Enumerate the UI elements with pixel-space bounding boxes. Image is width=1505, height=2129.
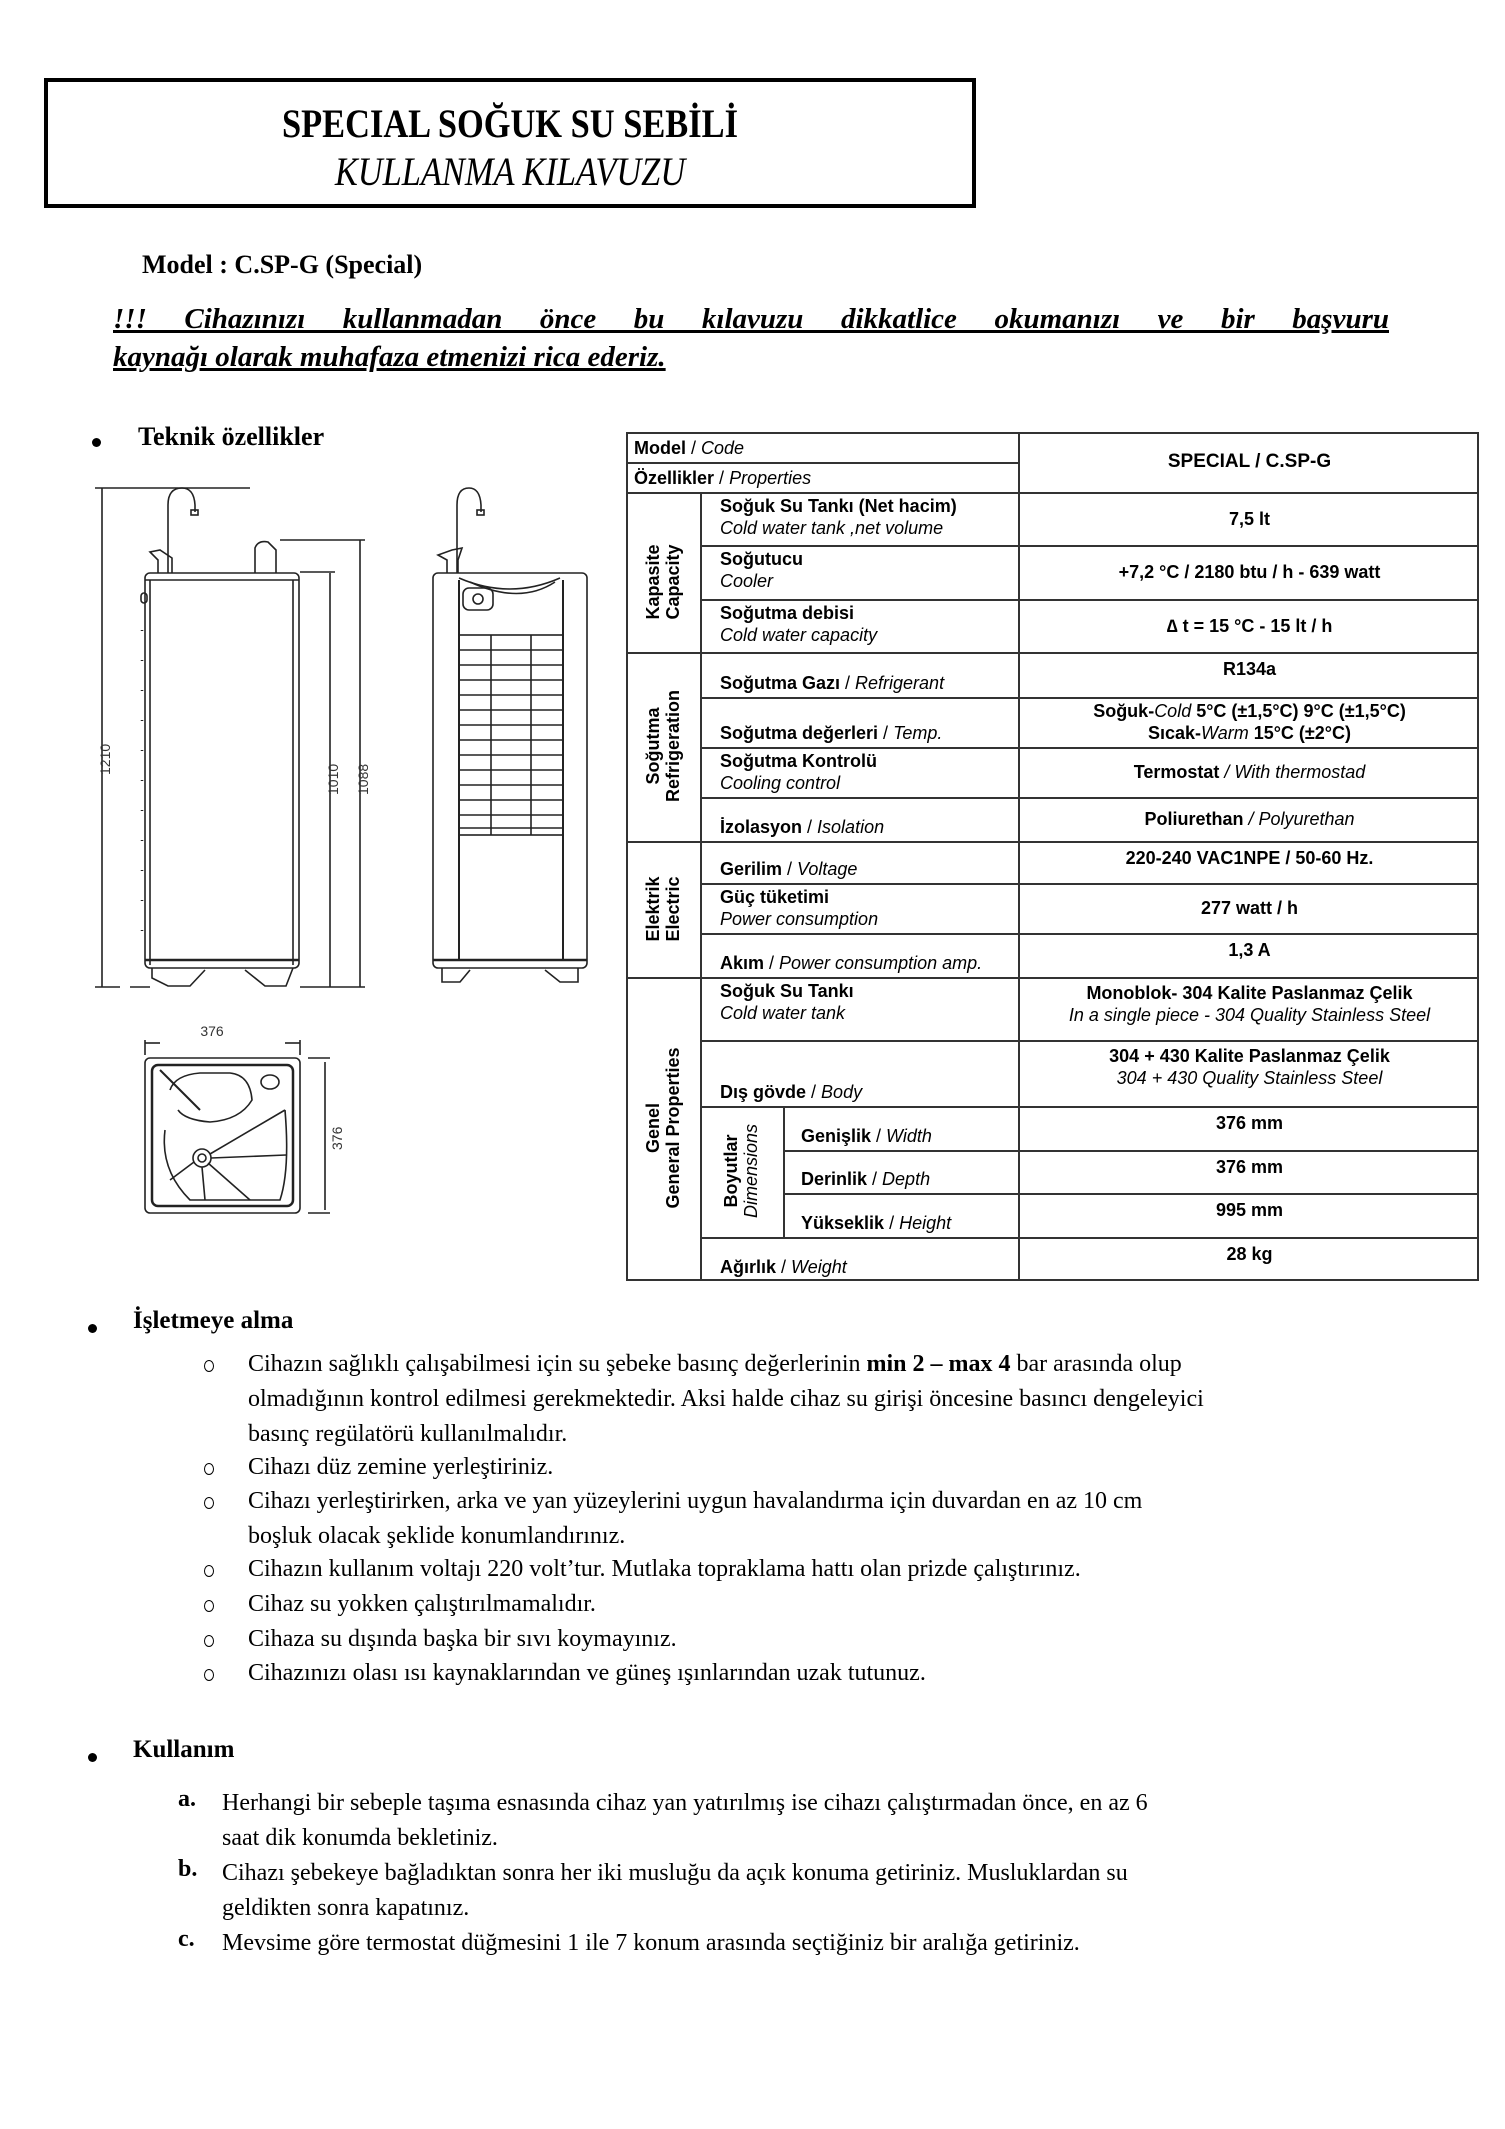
spec-row-label: Derinlik / Depth (801, 1169, 931, 1189)
list-marker: a. (178, 1786, 196, 1812)
list-item: Cihaza su dışında başka bir sıvı koymayınız. (248, 1626, 677, 1652)
spec-row-label: Ağırlık / Weight (720, 1257, 847, 1277)
spec-row-label: İzolasyon / Isolation (720, 817, 885, 837)
group-electric: Elektrik Electric (643, 876, 683, 942)
list-item: Herhangi bir sebeple taşıma esnasında cihaz yan yatırılmış ise cihazı çalıştırmadan önce, en az 6 saat dik konumda bekletiniz. (222, 1790, 1148, 1851)
warning-line-2: kaynağı olarak muhafaza etmenizi rica ederiz. (113, 341, 666, 373)
header-properties-label: Özellikler / Properties (634, 468, 812, 488)
list-item: Cihazı yerleştirirken, arka ve yan yüzeylerini uygun havalandırma için duvardan en az 10 cm boşluk olacak şeklide konumlandırınız. (248, 1488, 1143, 1549)
list-item: Cihaz su yokken çalıştırılmamalıdır. (248, 1591, 596, 1617)
spec-row-label: Güç tüketimi Power consumption (720, 887, 879, 929)
list-item: Mevsime göre termostat düğmesini 1 ile 7 konum arasında seçtiğiniz bir aralığa getiriniz. (222, 1930, 1080, 1956)
group-refrigeration: Soğutma Refrigeration (643, 689, 683, 803)
side-view-drawing (95, 488, 365, 987)
spec-row-label: Gerilim / Voltage (720, 859, 858, 879)
document-title: SPECIAL SOĞUK SU SEBİLİ (282, 101, 738, 146)
group-dimensions: Boyutlar Dimensions (721, 1123, 761, 1219)
spec-row-value: 7,5 lt (1228, 508, 1271, 529)
group-capacity: Kapasite Capacity (643, 544, 683, 620)
spec-row-value: ∆ t = 15 °C - 15 lt / h (1166, 615, 1333, 636)
dispenser-technical-drawing (90, 470, 620, 1230)
document-subtitle: KULLANMA KILAVUZU (334, 149, 686, 194)
top-view-drawing (145, 1040, 330, 1213)
list-bullet-icon (204, 1600, 214, 1612)
spec-row-label: Soğutma değerleri / Temp. (720, 723, 943, 743)
list-bullet-icon (204, 1635, 214, 1647)
spec-row-label: Soğutma Kontrolü Cooling control (720, 751, 877, 793)
spec-row-value: 28 kg (1226, 1244, 1273, 1264)
spec-row-label: Genişlik / Width (801, 1126, 932, 1146)
spec-row-label: Soğuk Su Tankı Cold water tank (720, 981, 854, 1023)
section-heading-technical: Teknik özellikler (138, 422, 325, 451)
title-box (44, 78, 976, 208)
spec-row-value: 277 watt / h (1200, 898, 1299, 918)
list-item: Cihazı şebekeye bağladıktan sonra her iki musluğu da açık konuma getiriniz. Musluklardan su geldikten sonra kapatınız. (222, 1860, 1128, 1921)
dim-label-total-height: 1210 (97, 743, 113, 775)
warning-line-1: !!! Cihazınızı kullanmadan önce bu kılavuzu dikkatlice okumanızı ve bir başvuru (113, 303, 1389, 335)
list-item: Cihazın sağlıklı çalışabilmesi için su şebeke basınç değerlerinin min 2 – max 4 bar arasında olup olmadığının kontrol edilmesi gerekmektedir. Aksi halde cihaz su girişi öncesine basıncı dengeleyici basınç regülatörü kullanılmalıdır. (248, 1351, 1204, 1447)
spec-row-label: Soğuk Su Tankı (Net hacim) Cold water tank ,net volume (720, 496, 957, 538)
spec-row-label: Soğutma Gazı / Refrigerant (720, 673, 945, 693)
spec-row-value: Termostat / With thermostad (1133, 762, 1366, 782)
list-item: Cihazınızı olası ısı kaynaklarından ve güneş ışınlarından uzak tutunuz. (248, 1660, 926, 1686)
front-view-drawing (433, 488, 587, 982)
spec-row-value: Poliurethan / Polyurethan (1144, 809, 1355, 829)
dim-label-tap-height: 1088 (355, 763, 371, 795)
bullet-icon (92, 438, 101, 447)
spec-row-label: Yükseklik / Height (801, 1213, 952, 1233)
section-heading-usage: Kullanım (133, 1736, 235, 1763)
list-bullet-icon (204, 1463, 214, 1475)
group-general: Genel General Properties (643, 1047, 683, 1209)
dim-label-body-height: 1010 (325, 763, 341, 795)
list-bullet-icon (204, 1669, 214, 1681)
bullet-icon (88, 1324, 97, 1333)
header-model-label: Model / Code (634, 438, 745, 458)
spec-row-label: Soğutma debisi Cold water capacity (720, 603, 878, 645)
spec-row-value: +7,2 °C / 2180 btu / h - 639 watt (1118, 562, 1381, 582)
spec-row-value: 376 mm (1215, 1113, 1284, 1133)
list-item: Cihazın kullanım voltajı 220 volt’tur. Mutlaka topraklama hattı olan prizde çalıştırınız. (248, 1556, 1081, 1582)
list-item: Cihazı düz zemine yerleştiriniz. (248, 1454, 554, 1480)
bullet-icon (88, 1753, 97, 1762)
spec-row-label: Soğutucu Cooler (720, 549, 803, 591)
section-heading-commissioning: İşletmeye alma (133, 1307, 294, 1334)
list-bullet-icon (204, 1565, 214, 1577)
model-line: Model : C.SP-G (Special) (142, 250, 423, 279)
list-bullet-icon (204, 1497, 214, 1509)
dim-label-width: 376 (200, 1023, 224, 1039)
spec-row-label: Akım / Power consumption amp. (720, 953, 983, 973)
spec-row-value: 304 + 430 Kalite Paslanmaz Çelik 304 + 430 Quality Stainless Steel (1109, 1046, 1390, 1088)
list-marker: b. (178, 1856, 198, 1882)
list-marker: c. (178, 1926, 195, 1952)
dim-label-depth: 376 (329, 1126, 345, 1150)
spec-row-value: 376 mm (1215, 1157, 1284, 1177)
spec-row-value: 1,3 A (1228, 940, 1271, 960)
warning-notice (113, 300, 1403, 376)
spec-row-value: Monoblok- 304 Kalite Paslanmaz Çelik In a single piece - 304 Quality Stainless Steel (1068, 983, 1431, 1025)
spec-row-label: Dış gövde / Body (720, 1082, 863, 1102)
spec-row-value: 995 mm (1215, 1200, 1284, 1220)
spec-row-value: R134a (1222, 659, 1277, 679)
spec-table (626, 432, 1479, 1281)
header-model-value: SPECIAL / C.SP-G (1167, 451, 1332, 472)
spec-row-value: 220-240 VAC1NPE / 50-60 Hz. (1125, 848, 1374, 868)
spec-row-value: Soğuk-Cold 5°C (±1,5°C) 9°C (±1,5°C) Sıcak-Warm 15°C (±2°C) (1093, 701, 1406, 743)
list-bullet-icon (204, 1360, 214, 1372)
